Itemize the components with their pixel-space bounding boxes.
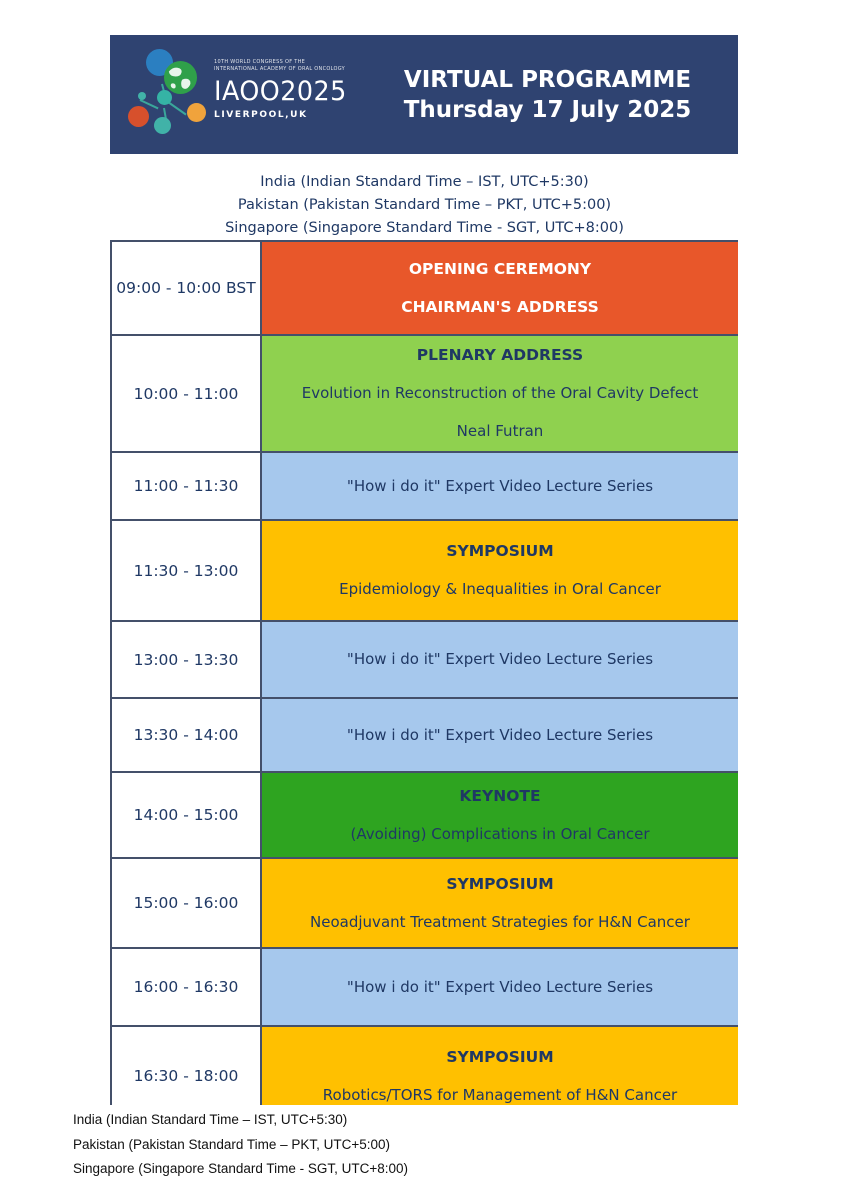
time-cell: 13:00 - 13:30: [112, 622, 262, 697]
time-cell: 16:00 - 16:30: [112, 949, 262, 1025]
logo-dot-teal: [154, 117, 171, 134]
timezone-note-india: India (Indian Standard Time – IST, UTC+5:30): [260, 174, 589, 190]
header-banner: [110, 35, 738, 154]
logo-connector-line: [167, 101, 186, 115]
time-cell: 11:00 - 11:30: [112, 453, 262, 519]
logo-dot-red: [128, 106, 149, 127]
schedule-row: [112, 699, 738, 773]
schedule-row: [112, 242, 738, 336]
time-cell: 11:30 - 13:00: [112, 521, 262, 620]
footer-timezone-singapore: Singapore (Singapore Standard Time - SGT, UTC+8:00): [73, 1161, 409, 1176]
timezone-note: [0, 171, 849, 240]
time-cell: 13:30 - 14:00: [112, 699, 262, 771]
schedule-row: [112, 453, 738, 521]
schedule-row: [112, 622, 738, 699]
schedule-row: [112, 336, 738, 453]
logo-dot-orange: [187, 103, 206, 122]
session-subtitle: Neal Futran: [456, 422, 544, 440]
session-title: PLENARY ADDRESS: [416, 346, 584, 364]
schedule-row: [112, 773, 738, 859]
session-cell: [262, 453, 738, 519]
session-title: SYMPOSIUM: [446, 542, 554, 560]
time-cell: 15:00 - 16:00: [112, 859, 262, 947]
session-cell: [262, 242, 738, 334]
session-title: KEYNOTE: [459, 786, 541, 805]
schedule-row: [112, 949, 738, 1027]
footer-timezone-india: India (Indian Standard Time – IST, UTC+5:30): [73, 1112, 348, 1127]
session-cell: [262, 773, 738, 857]
session-subtitle: "How i do it" Expert Video Lecture Series: [346, 977, 654, 996]
schedule-table: [110, 240, 738, 1105]
session-cell: [262, 1027, 738, 1105]
timezone-note-pakistan: Pakistan (Pakistan Standard Time – PKT, UTC+5:00): [237, 197, 612, 213]
session-title: OPENING CEREMONY: [408, 259, 592, 278]
session-subtitle: (Avoiding) Complications in Oral Cancer: [350, 824, 650, 843]
logo-brand-text: IAOO2025: [214, 76, 347, 107]
iaoo-logo: [126, 45, 210, 144]
schedule-row: [112, 859, 738, 949]
session-cell: [262, 949, 738, 1025]
session-subtitle: "How i do it" Expert Video Lecture Series: [346, 725, 654, 744]
session-cell: [262, 699, 738, 771]
session-cell: [262, 622, 738, 697]
time-cell: 10:00 - 11:00: [112, 336, 262, 451]
session-subtitle: "How i do it" Expert Video Lecture Series: [346, 476, 654, 495]
timezone-note-singapore: Singapore (Singapore Standard Time - SGT, UTC+8:00): [225, 220, 624, 236]
session-cell: [262, 521, 738, 620]
footer-timezone-note: [73, 1108, 408, 1182]
session-subtitle: "How i do it" Expert Video Lecture Series: [346, 650, 654, 668]
session-cell: [262, 859, 738, 947]
logo-dot-small: [138, 92, 146, 100]
programme-title-line1: VIRTUAL PROGRAMME: [403, 66, 692, 93]
congress-name-line2: INTERNATIONAL ACADEMY OF ORAL ONCOLOGY: [214, 66, 346, 72]
schedule-row: [112, 521, 738, 622]
globe-icon: [163, 60, 198, 95]
session-title: SYMPOSIUM: [446, 874, 554, 893]
programme-title-line2: Thursday 17 July 2025: [403, 96, 692, 123]
session-title: CHAIRMAN'S ADDRESS: [401, 297, 599, 316]
session-cell: [262, 336, 738, 451]
session-subtitle: Neoadjuvant Treatment Strategies for H&N Cancer: [310, 912, 690, 931]
session-subtitle: Evolution in Reconstruction of the Oral Cavity Defect: [301, 384, 699, 402]
time-cell: 14:00 - 15:00: [112, 773, 262, 857]
schedule-row: [112, 1027, 738, 1105]
session-subtitle: Epidemiology & Inequalities in Oral Cancer: [339, 580, 661, 598]
footer-timezone-pakistan: Pakistan (Pakistan Standard Time – PKT, UTC+5:00): [73, 1136, 391, 1152]
time-cell: 09:00 - 10:00 BST: [112, 242, 262, 334]
time-cell: 16:30 - 18:00: [112, 1027, 262, 1105]
congress-name-line1: 10TH WORLD CONGRESS OF THE: [214, 59, 306, 65]
logo-location-text: LIVERPOOL,UK: [214, 110, 308, 120]
session-title: SYMPOSIUM: [446, 1047, 554, 1066]
session-subtitle: Robotics/TORS for Management of H&N Cancer: [322, 1085, 678, 1104]
programme-title: [365, 35, 730, 154]
logo-text-block: [214, 59, 355, 120]
